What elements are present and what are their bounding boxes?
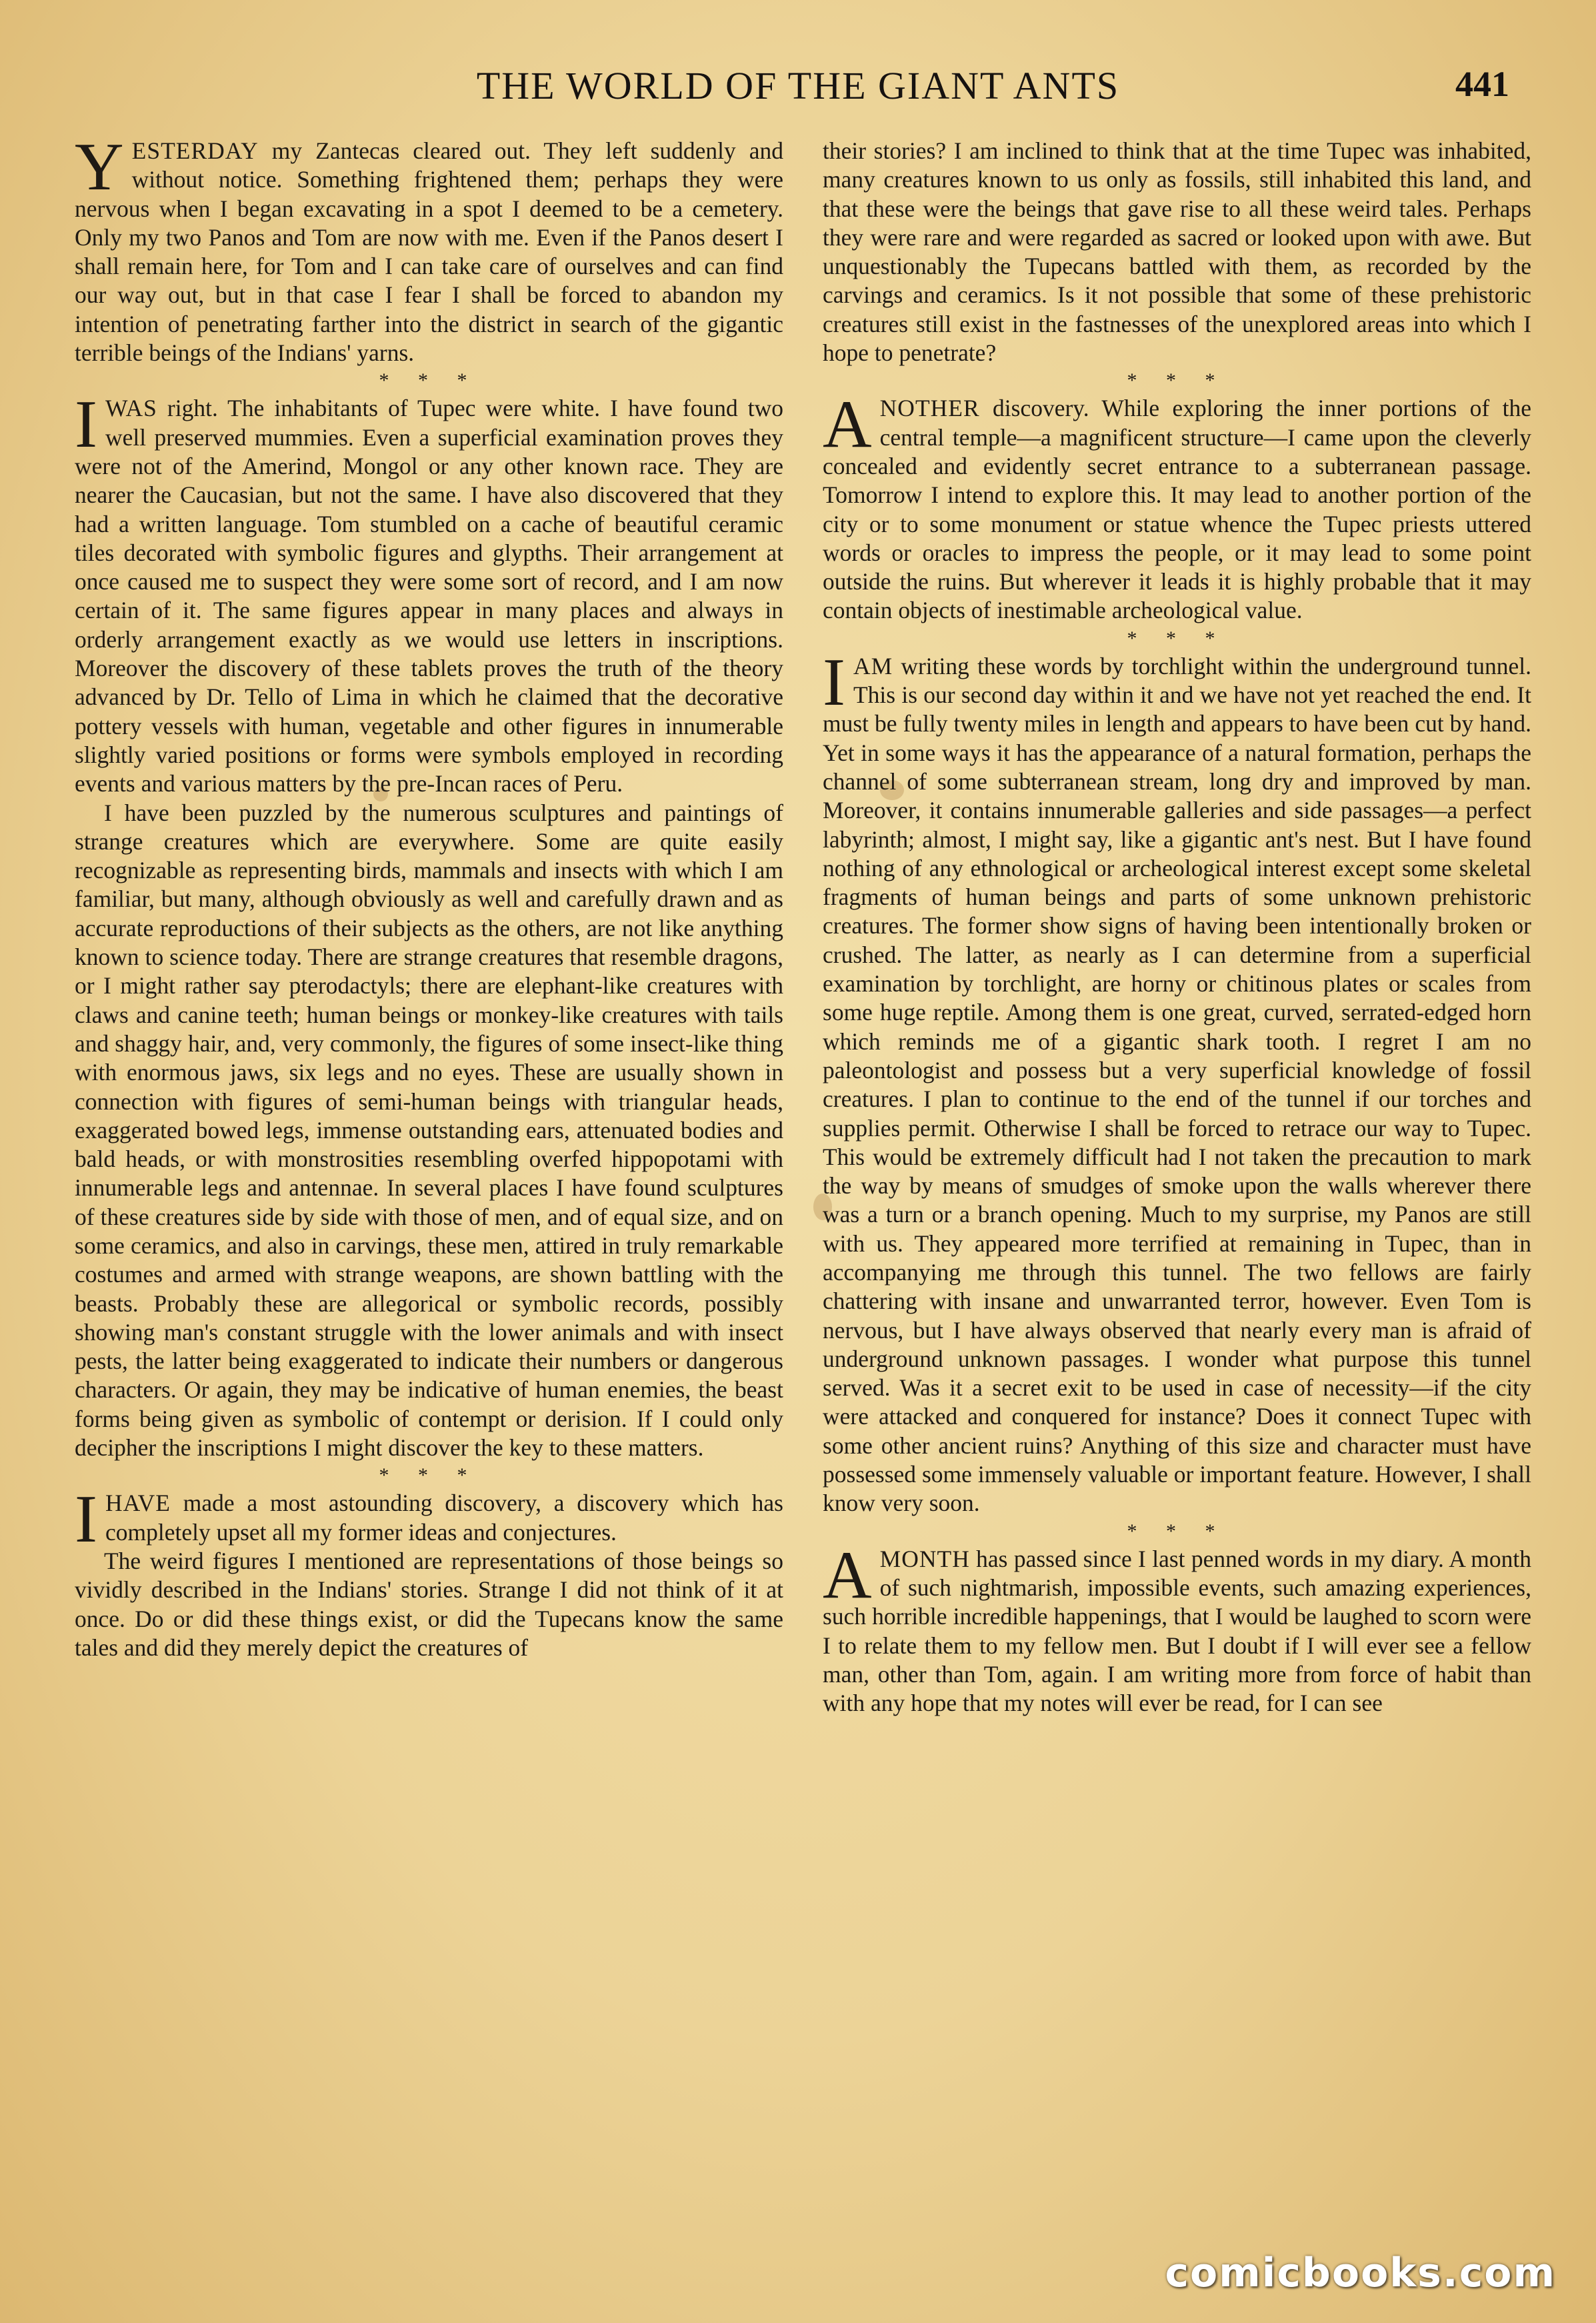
lead-word: ESTERDAY [131, 137, 259, 164]
section-separator: * * * [1127, 627, 1227, 649]
entry-text: discovery. While exploring the inner portions of the central temple—a magnificent structure—I came upon the cleverly concealed and evidently secret entrance to a subterranean passage. Tomorrow I intend to explore this. It may lead to another portion of the city or to some monument or statue whence the Tupec priests uttered words or oracles to impress the people, or it may lead to some point outside the ruins. But wherever it leads it is highly probable that it may contain objects of inestimable archeological value. [823, 395, 1531, 624]
entry-text: made a most astounding discovery, a discovery which has completely upset all my former ideas and conjectures. [105, 1490, 783, 1546]
diary-entry [75, 137, 783, 367]
lead-word: WAS [105, 395, 157, 422]
diary-entry [823, 1537, 1531, 1718]
section-separator: * * * [379, 369, 479, 392]
entry-text: my Zantecas cleared out. They left suddenly and without notice. Something frightened them; perhaps they were nervous when I began excavating in a spot I deemed to be a cemetery. Only my two Panos and Tom are now with me. Even if the Panos desert I shall remain here, for Tom and I can take care of ourselves and can find our way out, but in that case I fear I shall be forced to abandon my intention of penetrating farther into the district in search of the gigantic terrible beings of the Indians' yarns. [75, 137, 783, 367]
continued-paragraph: their stories? I am inclined to think that at the time Tupec was inhabited, many creatures known to us only as fossils, still inhabited this land, and that these were the beings that gave rise to all these weird tales. Perhaps they were rare and were regarded as sacred or looked upon with awe. But unquestionably the Tupecans battled with them, as recorded by the carvings and ceramics. Is it not possible that some of these prehistoric creatures still exist in the fastnesses of the unexplored areas into which I hope to penetrate? [823, 137, 1531, 367]
running-title: THE WORLD OF THE GIANT ANTS [476, 64, 1120, 107]
drop-cap: Y [75, 137, 124, 205]
section-separator: * * * [379, 1464, 479, 1487]
page-number: 441 [1455, 64, 1509, 104]
drop-cap: I [75, 1482, 97, 1558]
article-columns [75, 137, 1531, 2210]
drop-cap: A [823, 1537, 872, 1613]
section-separator: * * * [1127, 369, 1227, 392]
right-column [823, 137, 1531, 2210]
drop-cap: A [823, 387, 872, 463]
drop-cap: I [75, 387, 97, 463]
drop-cap: I [823, 644, 845, 720]
left-column [75, 137, 783, 2210]
diary-entry [75, 387, 783, 798]
paragraph: The weird figures I mentioned are representations of those beings so vividly described in the Indians' stories. Strange I did not think of it at once. Do or did these things exist, or did the Tupecans know the same tales and did they merely depict the creatures of [75, 1547, 783, 1661]
diary-entry [823, 644, 1531, 1518]
paragraph: I have been puzzled by the numerous sculptures and paintings of strange creatures which are everywhere. Some are quite easily recognizable as representing birds, mammals and insects with which I am familiar, but many, although obviously as well and carefully drawn and as accurate reproductions of their subjects as the others, are not like anything known to science today. There are strange creatures that resemble dragons, or I might rather say pterodactyls; there are elephant-like creatures with claws and canine teeth; human beings or monkey-like creatures with tails and shaggy hair, and, very commonly, the figures of some insect-like thing with enormous jaws, six legs and no eyes. These are usually shown in connection with figures of semi-human beings with triangular heads, exaggerated bowed legs, immense outstanding ears, attenuated bodies and bald heads, or with monstrosities resembling overfed hippopotami with innumerable legs and antennae. In several places I have found sculptures of these creatures side by side with those of men, and of equal size, and on some ceramics, and also in carvings, these men, attired in truly remarkable costumes and armed with strange weapons, are shown battling with the beasts. Probably these are allegorical or symbolic records, possibly showing man's constant struggle with the lower animals and with insect pests, the latter being exaggerated to indicate their numbers or dangerous characters. Or again, they may be indicative of human enemies, the beast forms being given as symbolic of contempt or derision. If I could only decipher the inscriptions I might discover the key to these matters. [75, 799, 783, 1462]
lead-word: NOTHER [879, 395, 980, 422]
diary-entry [75, 1482, 783, 1558]
entry-text: has passed since I last penned words in my diary. A month of such nightmarish, impossible events, such amazing experiences, such horrible incredible happenings, that I would be laughed to scorn were I to relate them to my fellow men. But I doubt if I will ever see a fellow man, other than Tom, again. I am writing more from force of habit than with any hope that my notes will ever be read, for I can see [823, 1545, 1531, 1717]
entry-text: writing these words by torchlight within the underground tunnel. This is our second day within it and we have not yet reached the end. It must be fully twenty miles in length and appears to have been cut by hand. Yet in some ways it has the appearance of a natural formation, perhaps the channel of some subterranean stream, long dry and improved by man. Moreover, it contains innumerable galleries and side passages—a perfect labyrinth; almost, I might say, like a gigantic ant's nest. But I have found nothing of any ethnological or archeological interest except some skeletal fragments of human beings and parts of some unknown prehistoric creatures. The former show signs of having been intentionally broken or crushed. The latter, as nearly as I can determine from a superficial examination by torchlight, are horny or chitinous plates or scales from some huge reptile. Among them is one great, curved, serrated-edged horn which reminds me of a gigantic shark tooth. I regret I am no paleontologist and possess but a very superficial knowledge of fossil creatures. I plan to continue to the end of the tunnel if our torches and supplies permit. Otherwise I shall be forced to retrace our way to Tupec. This would be extremely difficult had I not taken the precaution to mark the way by means of smudges of smoke upon the walls wherever there was a turn or a branch opening. Much to my surprise, my Panos are still with us. They appeared more terrified at remaining in Tupec, than in accompanying me through this tunnel. The two fellows are fairly chattering with insane and unwarranted terror, however. Even Tom is nervous, but I have always observed that nearly every man is afraid of underground unknown passages. I wonder what purpose this tunnel served. Was it a secret exit to be used in case of necessity—if the city were attacked and conquered for instance? Does it connect Tupec with some other ancient ruins? Anything of this size and character must have possessed some immensely valuable or important feature. However, I shall know very soon. [823, 652, 1531, 1517]
lead-word: AM [853, 652, 893, 679]
diary-entry [823, 387, 1531, 625]
lead-word: HAVE [105, 1490, 171, 1517]
watermark-logo: comicbooks.com [1165, 2250, 1556, 2296]
section-separator: * * * [1127, 1520, 1227, 1542]
entry-text: right. The inhabitants of Tupec were white. I have found two well preserved mummies. Even a superficial examination proves they were not of the Amerind, Mongol or any other known race. They are nearer the Caucasian, but not the same. I have also discovered that they had a written language. Tom stumbled on a cache of beautiful ceramic tiles decorated with symbolic figures and glypths. Their arrangement at once caused me to suspect they were some sort of record, and I am now certain of it. The same figures appear in many places and always in orderly arrangement exactly as we would use letters in inscriptions. Moreover the discovery of these tablets proves the truth of the theory advanced by Dr. Tello of Lima in which he claimed that the decorative pottery vessels with human, vegetable and other figures in innumerable slightly varied positions or forms were symbols employed in recording events and various matters by the pre-Incan races of Peru. [75, 395, 783, 797]
lead-word: MONTH [879, 1545, 970, 1572]
page-header [80, 63, 1516, 123]
